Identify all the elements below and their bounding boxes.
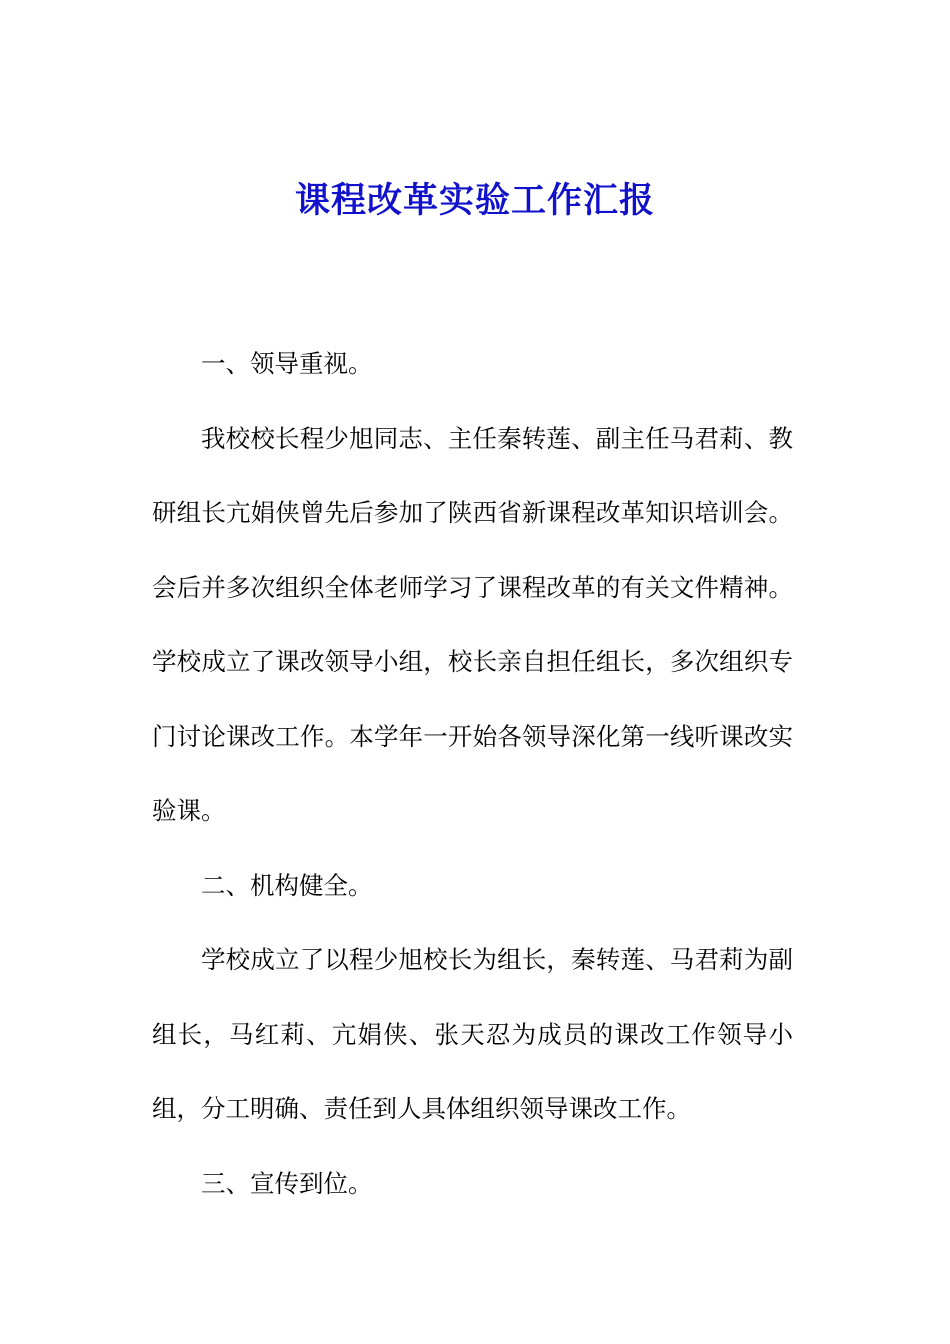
body-paragraph: 学校成立了以程少旭校长为组长，秦转莲、马君莉为副组长，马红莉、亢娟侠、张天忍为成员的课改工作领导小组，分工明确、责任到人具体组织领导课改工作。 [152, 945, 793, 1123]
body-paragraph: 我校校长程少旭同志、主任秦转莲、副主任马君莉、教研组长亢娟侠曾先后参加了陕西省新课程改革知识培训会。会后并多次组织全体老师学习了课程改革的有关文件精神。学校成立了课改领导小组，校长亲自担任组长，多次组织专门讨论课改工作。本学年一开始各领导深化第一线听课改实验课。 [152, 423, 793, 825]
section-heading: 一、领导重视。 [201, 349, 373, 378]
section-heading: 三、宣传到位。 [201, 1168, 373, 1198]
document-title: 课程改革实验工作汇报 [294, 180, 655, 221]
document-body [152, 327, 793, 1221]
section-heading: 二、机构健全。 [201, 870, 373, 900]
